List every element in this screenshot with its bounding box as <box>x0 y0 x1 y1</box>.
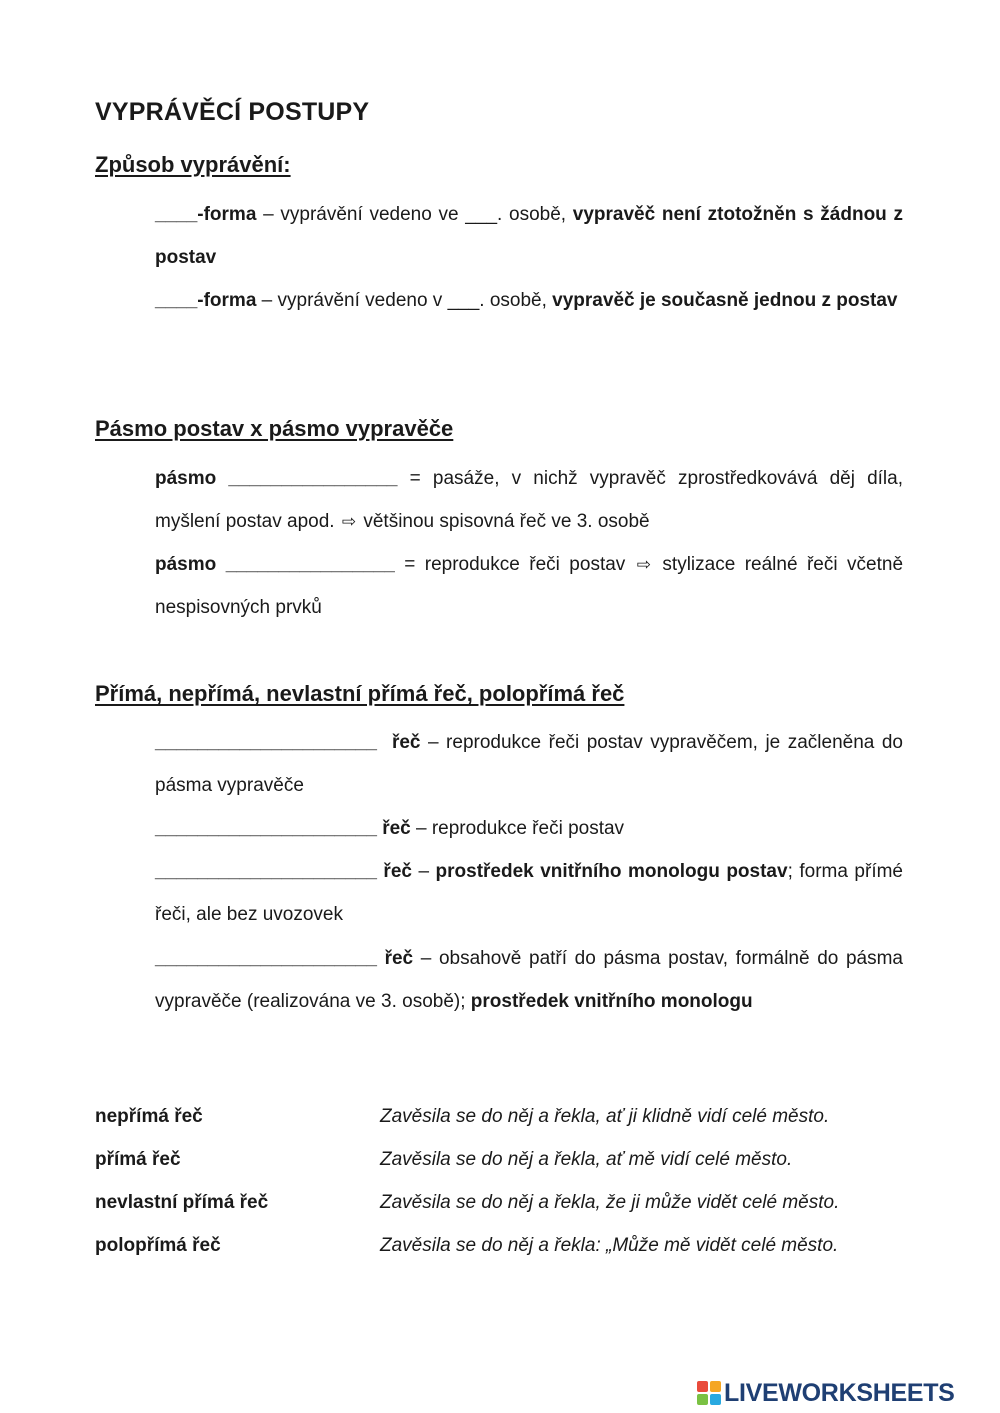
narration-item-2 <box>155 279 903 322</box>
item-bold: prostředek vnitřního monologu postav <box>435 861 788 882</box>
term-forma: -forma <box>197 290 257 311</box>
item-text: – vyprávění vedeno ve ___. osobě, <box>256 204 573 225</box>
term-rec: řeč <box>383 861 412 882</box>
blank-5: _____________________ <box>155 732 377 753</box>
page-title: VYPRÁVĚCÍ POSTUPY <box>95 98 370 126</box>
example-sentence: Zavěsila se do něj a řekla, že ji může vidět celé město. <box>380 1192 840 1213</box>
speech-item-2 <box>155 807 903 850</box>
item-text: – reprodukce řeči postav <box>410 818 625 839</box>
blank-4: ________________ <box>225 554 395 575</box>
term-pasmo: pásmo <box>155 554 217 575</box>
section-heading-zones: Pásmo postav x pásmo vypravěče <box>95 416 454 441</box>
blank-8: _____________________ <box>155 948 377 969</box>
item-text: – obsahově patří do pásma postav, formálně do pásma vypravěče (realizována ve 3. osobě); <box>155 948 904 1012</box>
item-text: ; forma přímé řeči, ale bez uvozovek <box>155 861 904 925</box>
speech-item-1 <box>155 721 903 807</box>
term-forma: -forma <box>197 204 257 225</box>
term-rec: řeč <box>391 732 421 753</box>
liveworksheets-logo <box>697 1378 955 1408</box>
example-sentence: Zavěsila se do něj a řekla, ať ji klidně vidí celé město. <box>380 1106 830 1127</box>
term-rec: řeč <box>382 818 411 839</box>
term-pasmo: pásmo <box>155 468 217 489</box>
blank-1: ____ <box>155 204 198 225</box>
blank-2: ____ <box>155 290 198 311</box>
item-bold: vypravěč není ztotožněn s žádnou z postav <box>155 204 903 268</box>
logo-mark-icon <box>697 1381 721 1405</box>
section-heading-speech: Přímá, nepřímá, nevlastní přímá řeč, polopřímá řeč <box>95 681 625 706</box>
item-bold: prostředek vnitřního monologu <box>470 991 753 1012</box>
speech-item-4 <box>155 937 903 1023</box>
zone-item-2 <box>155 543 903 629</box>
example-label: nevlastní přímá řeč <box>95 1192 269 1213</box>
example-label: nepřímá řeč <box>95 1106 203 1127</box>
item-text: – reprodukce řeči postav vypravěčem, je začleněna do pásma vypravěče <box>155 732 903 796</box>
example-label: přímá řeč <box>95 1149 181 1170</box>
example-sentence: Zavěsila se do něj a řekla, ať mě vidí celé město. <box>380 1149 793 1170</box>
arrow-icon: ⇨ <box>636 555 651 574</box>
item-dash: – <box>411 861 436 882</box>
item-text: stylizace reálné řeči včetně nespisovných prvků <box>155 554 904 618</box>
item-text: většinou spisovná řeč ve 3. osobě <box>358 511 650 532</box>
blank-6: _____________________ <box>155 818 377 839</box>
logo-text: LIVEWORKSHEETS <box>724 1378 955 1407</box>
blank-7: _____________________ <box>155 861 377 882</box>
item-text: – vyprávění vedeno v ___. osobě, <box>256 290 553 311</box>
blank-3: ________________ <box>228 468 398 489</box>
section-heading-narration: Způsob vyprávění: <box>95 152 291 177</box>
example-sentence: Zavěsila se do něj a řekla: „Může mě vidět celé město. <box>380 1235 839 1256</box>
example-label: polopřímá řeč <box>95 1235 221 1256</box>
item-bold: vypravěč je současně jednou z postav <box>552 290 898 311</box>
narration-item-1 <box>155 193 903 279</box>
speech-item-3 <box>155 850 903 936</box>
arrow-icon: ⇨ <box>341 512 357 531</box>
zone-item-1 <box>155 457 903 543</box>
term-rec: řeč <box>384 948 414 969</box>
item-text: = pasáže, v nichž vypravěč zprostředkovává děj díla, myšlení postav apod. <box>155 468 903 532</box>
item-text: = reprodukce řeči postav <box>394 554 635 575</box>
